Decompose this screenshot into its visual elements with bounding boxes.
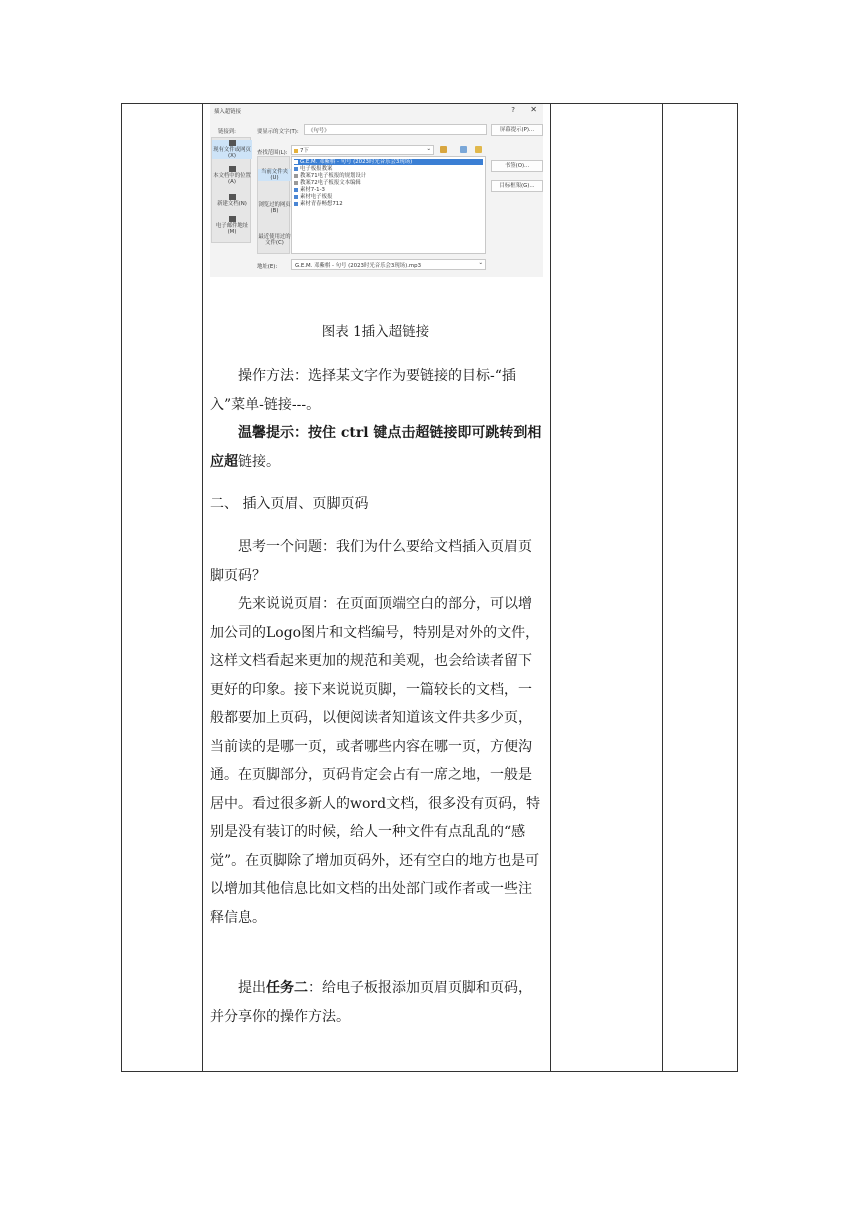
body-paragraph: 先来说说页眉：在页面顶端空白的部分，可以增加公司的Logo图片和文档编号，特别是对外的文件，这样文档看起来更加的规范和美观，也会给读者留下更好的印象。接下来说说页脚，一篇较长的文档，一般都要加上页码，以便阅读者知道该文件共多少页，当前读的是哪一页，或者哪些内容在哪一页，方便沟通。在页脚部分，页码肯定会占有一席之地，一般是居中。看过很多新人的word文档，很多没有页码，特别是没有装订的时候，给人一种文件有点乱乱的“感觉”。在页脚除了增加页码外，还有空白的地方也是可以增加其他信息比如文档的出处部门或作者或一些注释信息。 — [210, 596, 541, 926]
file-list — [291, 156, 486, 254]
target-frame-button[interactable]: 目标框架(G)... — [491, 180, 543, 192]
file-item[interactable]: 电子板报教案 — [294, 166, 332, 172]
file-item[interactable]: G.E.M. 邓紫棋 - 句号 (2023时光音乐会3现场) — [294, 159, 483, 165]
file-icon — [294, 174, 298, 178]
browsed-pages-item[interactable]: 浏览过的网页(B) — [258, 202, 291, 214]
bookmark-button[interactable]: 书签(O)... — [491, 160, 543, 172]
help-icon[interactable]: ? — [511, 106, 515, 114]
column-divider — [550, 104, 551, 1071]
file-icon — [294, 195, 298, 199]
folder-icon — [294, 149, 298, 153]
audio-file-icon — [294, 160, 298, 164]
file-icon — [294, 188, 298, 192]
browse-web-icon[interactable] — [460, 146, 467, 153]
chevron-down-icon: ⌄ — [478, 260, 483, 266]
new-document-icon — [229, 194, 236, 200]
email-icon — [229, 216, 236, 222]
file-item[interactable]: 素材7-1-3 — [294, 187, 325, 193]
dialog-title: 插入超链接 — [214, 109, 241, 115]
file-icon — [294, 202, 298, 206]
content-cell — [202, 104, 549, 1071]
think-paragraph: 思考一个问题：我们为什么要给文档插入页眉页脚页码？ — [210, 539, 532, 584]
browse-file-icon[interactable] — [475, 146, 482, 153]
address-label: 地址(E): — [257, 264, 278, 270]
tip-paragraph: 温馨提示：按住 ctrl 键点击超链接即可跳转到相应超链接。 — [210, 425, 542, 470]
address-input[interactable]: G.E.M. 邓紫棋 - 句号 (2023时光音乐会3现场).mp3 ⌄ — [291, 259, 486, 270]
link-to-panel — [211, 137, 251, 243]
section-heading: 二、 插入页眉、页脚页码 — [210, 496, 369, 512]
up-folder-icon[interactable] — [440, 146, 447, 153]
recent-files-item[interactable]: 最近使用过的文件(C) — [258, 234, 291, 246]
link-to-label: 链接到: — [218, 129, 236, 135]
close-icon[interactable]: ✕ — [530, 105, 537, 114]
document-place-icon — [229, 166, 236, 172]
task-paragraph: 提出任务二：给电子板报添加页眉页脚和页码，并分享你的操作方法。 — [210, 980, 532, 1025]
look-in-label: 查找范围(L): — [257, 150, 288, 156]
text-to-display-label: 要显示的文字(T): — [257, 129, 299, 135]
operation-paragraph: 操作方法：选择某文字作为要链接的目标-“插入”菜单-链接---。 — [210, 368, 516, 413]
column-divider — [662, 104, 663, 1071]
link-to-existing-file[interactable]: 现有文件或网页(X) — [212, 140, 252, 159]
figure-caption: 图表 1插入超链接 — [321, 324, 430, 340]
word-file-icon — [294, 167, 298, 171]
lesson-table — [121, 103, 738, 1072]
link-to-place-in-document[interactable]: 本文档中的位置(A) — [212, 166, 252, 185]
file-item[interactable]: 教案71电子板报的规划设计 — [294, 173, 366, 179]
file-item[interactable]: 教案72电子板报文本编辑 — [294, 180, 361, 186]
file-item[interactable]: 素材电子板报 — [294, 194, 332, 200]
text-to-display-input[interactable]: 《句号》 — [304, 124, 487, 135]
current-folder-item[interactable]: 当前文件夹(U) — [258, 169, 291, 181]
globe-file-icon — [229, 140, 236, 146]
link-to-email[interactable]: 电子邮件地址(M) — [212, 216, 252, 235]
look-in-select[interactable]: 7下 ⌄ — [291, 145, 434, 155]
screen-tip-button[interactable]: 屏幕提示(P)... — [491, 124, 543, 136]
chevron-down-icon: ⌄ — [426, 146, 431, 152]
file-icon — [294, 181, 298, 185]
insert-hyperlink-dialog-figure — [210, 104, 543, 277]
look-in-shortcuts — [257, 156, 290, 254]
link-to-new-document[interactable]: 新建文档(N) — [212, 194, 252, 207]
file-item[interactable]: 素材青春畅想712 — [294, 201, 343, 207]
